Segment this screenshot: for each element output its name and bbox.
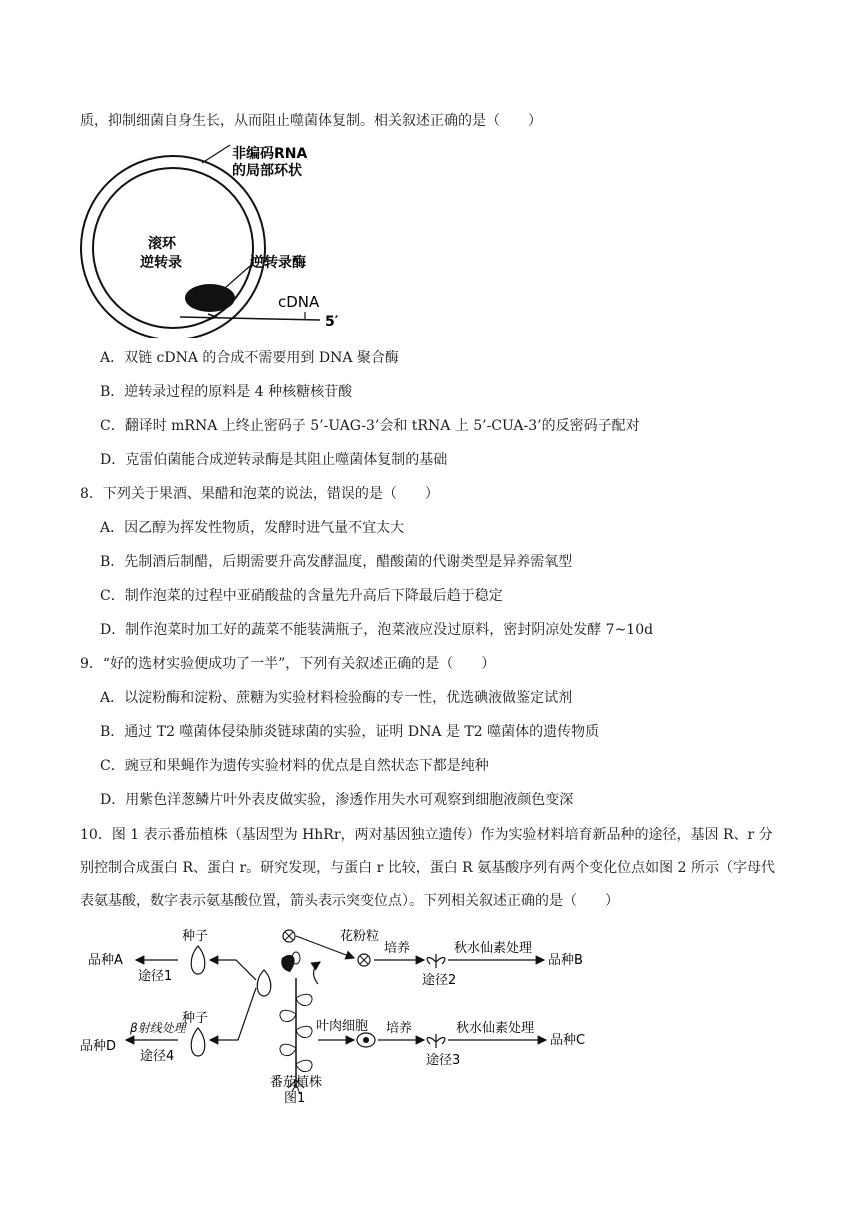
- tomato-plant-drawing: [280, 930, 320, 1094]
- q9-option-b: B．通过 T2 噬菌体侵染肺炎链球菌的实验，证明 DNA 是 T2 噬菌体的遗传物质: [100, 724, 600, 740]
- variety-c: 品种C: [550, 1033, 586, 1048]
- variety-d: 品种D: [80, 1039, 117, 1054]
- seed-bottom: 种子: [182, 1011, 209, 1026]
- q9-option-c: C．豌豆和果蝇作为遗传实验材料的优点是自然状态下都是纯种: [100, 758, 489, 774]
- seedling-top-shape: [427, 954, 445, 968]
- seedling-bottom-shape: [427, 1034, 445, 1048]
- seed-top: 种子: [182, 929, 209, 944]
- pollen-label: 花粉粒: [340, 929, 380, 944]
- seed-top-shape: [191, 946, 205, 974]
- q10-stem: 10．图 1 表示番茄植株（基因型为 HhRr，两对基因独立遗传）作为实验材料培育新品种的途径，基因 R、r 分别控制合成蛋白 R、蛋白 r。研究发现，与蛋白 r 比较，蛋白 R 氨基酸序列有两个变化位点如图 2 所示（字母代表氨基酸，数字表示氨基酸位置，箭头表示突变位点）。下列相关叙述正确的是（ ）: [80, 827, 775, 909]
- label-center-2: 逆转录: [140, 255, 182, 271]
- q8-option-d: D．制作泡菜时加工好的蔬菜不能装满瓶子，泡菜液应没过原料，密封阴凉处发酵 7~10d: [100, 622, 654, 638]
- culture-bottom: 培养: [386, 1021, 413, 1036]
- label-cdna: cDNA: [278, 293, 320, 311]
- seed-bottom-shape: [191, 1028, 205, 1056]
- q8-option-a: A．因乙醇为挥发性物质，发酵时进气量不宜太大: [100, 520, 405, 536]
- q8-option-c: C．制作泡菜的过程中亚硝酸盐的含量先升高后下降最后趋于稳定: [100, 588, 503, 604]
- beta-treatment: β射线处理: [130, 1021, 186, 1035]
- variety-a: 品种A: [88, 953, 123, 968]
- label-center-1: 滚环: [148, 236, 176, 252]
- label-5prime: 5′: [325, 314, 339, 330]
- q8-option-b: B．先制酒后制醋，后期需要升高发酵温度，醋酸菌的代谢类型是异养需氧型: [100, 554, 573, 570]
- route-4: 途径4: [140, 1049, 175, 1064]
- rolling-circle-figure: [60, 138, 360, 338]
- cdna-strand: [180, 317, 320, 320]
- tomato-breeding-figure: [78, 918, 638, 1118]
- label-enzyme: 逆转录酶: [250, 255, 306, 271]
- label-rna-2: 的局部环状: [232, 163, 302, 179]
- q8-stem: 8．下列关于果酒、果醋和泡菜的说法，错误的是（ ）: [80, 486, 439, 502]
- q7-stem-tail: 质，抑制细菌自身生长，从而阻止噬菌体复制。相关叙述正确的是（ ）: [80, 113, 542, 129]
- q7-option-b: B．逆转录过程的原料是 4 种核糖核苷酸: [100, 384, 353, 400]
- culture-top: 培养: [384, 941, 411, 956]
- q9-option-a: A．以淀粉酶和淀粉、蔗糖为实验材料检验酶的专一性，优选碘液做鉴定试剂: [100, 690, 573, 706]
- figure-1-label: 图1: [284, 1091, 306, 1106]
- fruit-shape: [257, 970, 271, 996]
- q7-option-a: A．双链 cDNA 的合成不需要用到 DNA 聚合酶: [100, 350, 399, 366]
- colchicine-top: 秋水仙素处理: [454, 941, 533, 956]
- variety-b: 品种B: [548, 953, 583, 968]
- label-rna-1: 非编码RNA: [232, 146, 308, 162]
- colchicine-bottom: 秋水仙素处理: [456, 1021, 535, 1036]
- route-3: 途径3: [426, 1053, 461, 1068]
- q9-stem: 9．“好的选材实验便成功了一半”，下列有关叙述正确的是（ ）: [80, 656, 496, 672]
- q7-option-c: C．翻译时 mRNA 上终止密码子 5’-UAG-3’会和 tRNA 上 5’-CUA-3’的反密码子配对: [100, 418, 640, 434]
- route-1: 途径1: [138, 969, 173, 984]
- plant-label: 番茄植株: [270, 1075, 323, 1090]
- route-2: 途径2: [422, 973, 457, 988]
- q9-option-d: D．用紫色洋葱鳞片叶外表皮做实验，渗透作用失水可观察到细胞液颜色变深: [100, 792, 574, 808]
- reverse-transcriptase-blob: [185, 284, 235, 312]
- q7-option-d: D．克雷伯菌能合成逆转录酶是其阻止噬菌体复制的基础: [100, 452, 448, 468]
- mesophyll-label: 叶肉细胞: [316, 1019, 369, 1034]
